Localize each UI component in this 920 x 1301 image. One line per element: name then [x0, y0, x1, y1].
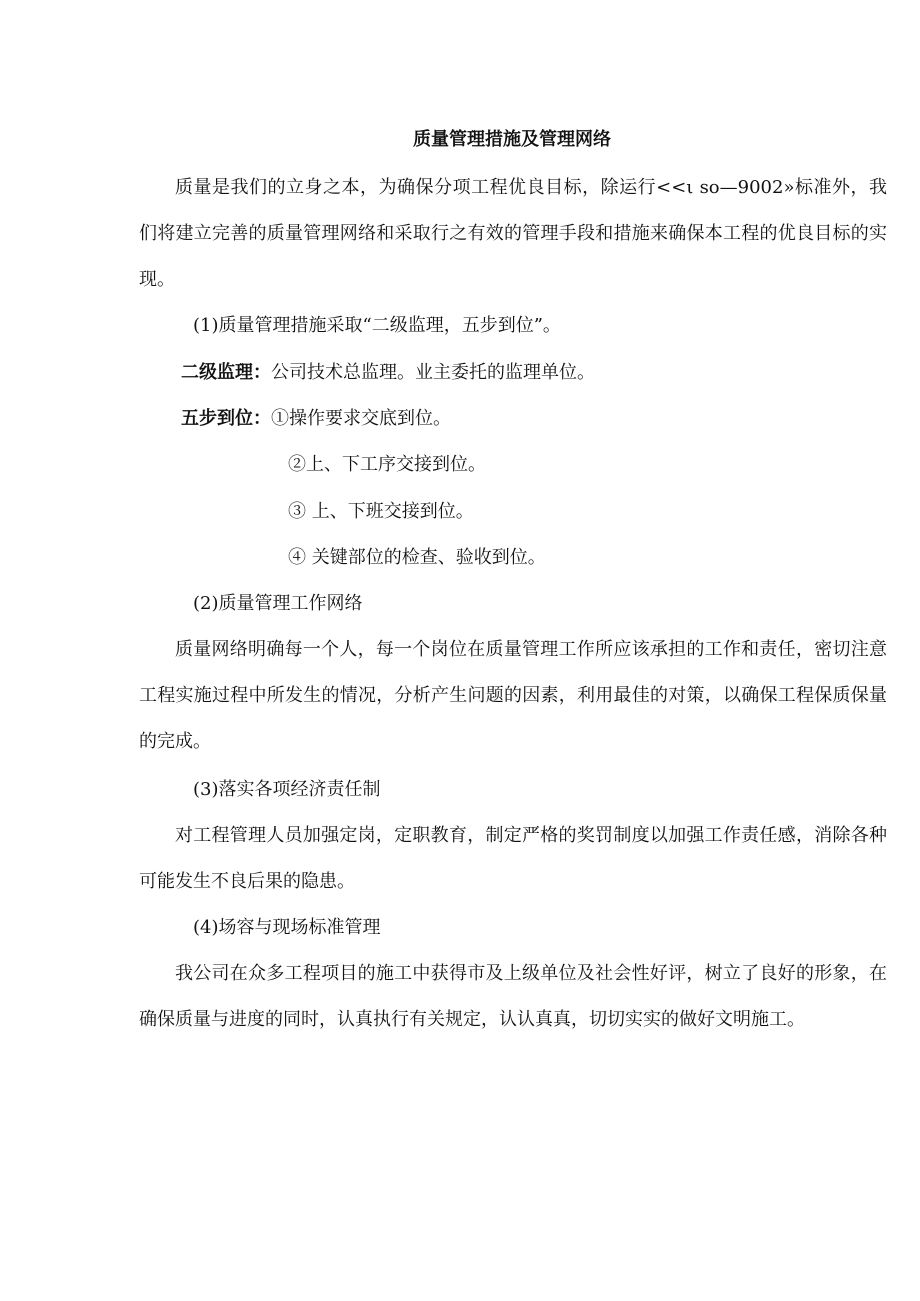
intro-paragraph: 质量是我们的立身之本，为确保分项工程优良目标，除运行<<ι so—9002»标准外，我们将建立完善的质量管理网络和采取行之有效的管理手段和措施来确保本工程的优良目标的实现。 [139, 177, 887, 290]
five-step-item: ③ 上、下班交接到位。 [288, 501, 474, 522]
section2-heading: (2)质量管理工作网络 [193, 593, 363, 614]
section4-heading: (4)场容与现场标准管理 [193, 917, 381, 938]
section4-paragraph: 我公司在众多工程项目的施工中获得市及上级单位及社会性好评，树立了良好的形象，在确保质量与进度的同时，认真执行有关规定，认认真真，切切实实的做好文明施工。 [139, 963, 887, 1030]
section3-heading: (3)落实各项经济责任制 [193, 779, 381, 800]
two-level-line [181, 361, 595, 385]
two-level-label: 二级监理： [181, 362, 271, 383]
five-step-item: ①操作要求交底到位。 [271, 408, 451, 429]
section1-heading: (1)质量管理措施采取“二级监理，五步到位”。 [193, 315, 561, 336]
five-steps-label: 五步到位： [181, 408, 271, 429]
two-level-text: 公司技术总监理。业主委托的监理单位。 [271, 362, 595, 383]
five-step-item: ④ 关键部位的检查、验收到位。 [288, 547, 546, 568]
five-steps-line [181, 407, 451, 431]
section2-paragraph: 质量网络明确每一个人，每一个岗位在质量管理工作所应该承担的工作和责任，密切注意工程实施过程中所发生的情况，分析产生问题的因素，利用最佳的对策，以确保工程保质保量的完成。 [139, 639, 887, 752]
five-step-item: ②上、下工序交接到位。 [288, 454, 486, 475]
section3-paragraph: 对工程管理人员加强定岗，定职教育，制定严格的奖罚制度以加强工作责任感，消除各种可能发生不良后果的隐患。 [139, 825, 887, 892]
document-title: 质量管理措施及管理网络 [413, 129, 611, 150]
